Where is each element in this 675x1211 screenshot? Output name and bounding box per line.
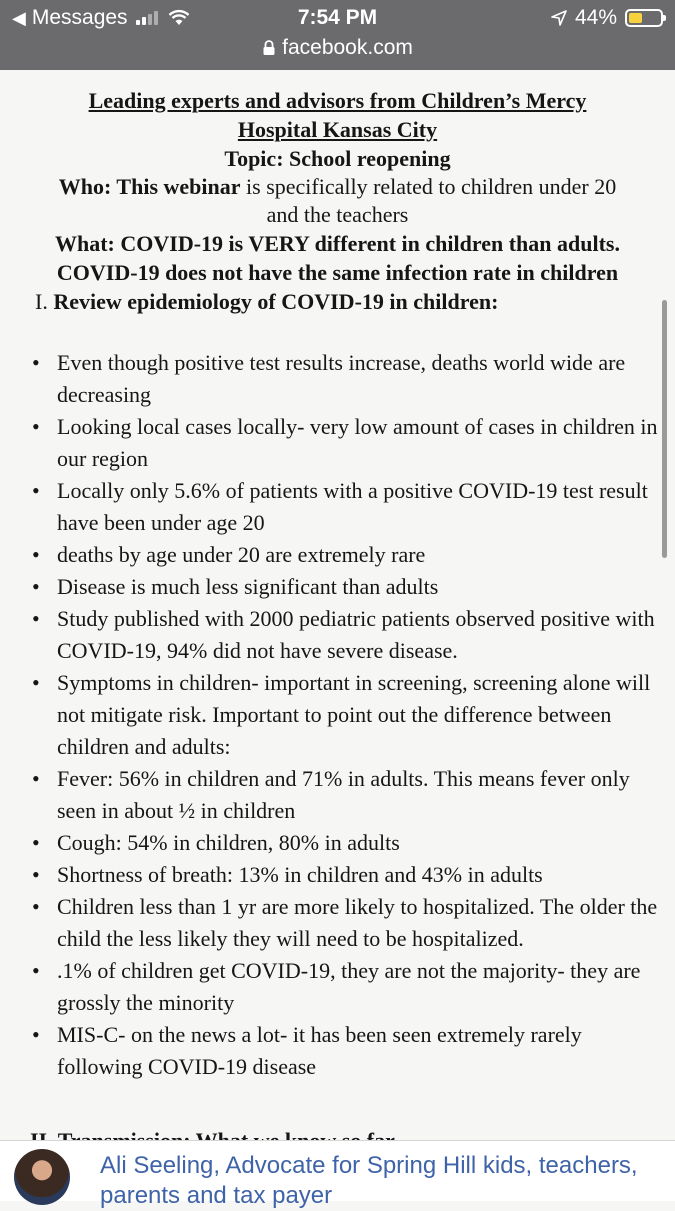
list-item: • Shortness of breath: 13% in children and 43% in adults (0, 859, 675, 891)
document-image (0, 70, 675, 1140)
list-item: • Cough: 54% in children, 80% in adults (0, 827, 675, 859)
location-arrow-icon (551, 10, 567, 26)
battery-percent: 44% (574, 6, 617, 29)
scrollbar[interactable] (662, 300, 667, 558)
battery-icon (625, 9, 663, 27)
status-right-group (551, 6, 663, 30)
section-title: Review epidemiology of COVID-19 in children: (53, 289, 499, 314)
list-item: • Study published with 2000 pediatric patients observed positive with COVID-19, 94% did not have severe disease. (0, 603, 675, 667)
post-author-link[interactable]: Ali Seeling, Advocate for Spring Hill kids, teachers, parents and tax payer (100, 1152, 638, 1209)
doc-who-text2: and the teachers (266, 202, 409, 227)
list-item: • MIS-C- on the news a lot- it has been seen extremely rarely following COVID-19 disease (0, 1019, 675, 1083)
doc-who-label: Who: This webinar (58, 174, 241, 199)
avatar[interactable] (14, 1149, 70, 1205)
url-domain: facebook.com (282, 36, 413, 59)
next-section-heading-cut (30, 1127, 395, 1139)
list-item: • Looking local cases locally- very low amount of cases in children in our region (0, 411, 675, 475)
list-item: • Children less than 1 yr are more likely to hospitalized. The older the child the less likely they will need to be hospitalized. (0, 891, 675, 955)
list-item: • Locally only 5.6% of patients with a positive COVID-19 test result have been under age 20 (0, 475, 675, 539)
status-time: 7:54 PM (297, 6, 378, 29)
section-number: I. (35, 289, 48, 314)
list-item: • deaths by age under 20 are extremely rare (0, 539, 675, 571)
browser-top-bar (0, 0, 675, 70)
list-item: • .1% of children get COVID-19, they are not the majority- they are grossly the minority (0, 955, 675, 1019)
doc-what-line2: COVID-19 does not have the same infection rate in children (56, 260, 619, 285)
doc-who (0, 173, 675, 201)
doc-heading-line2: Hospital Kansas City (237, 117, 438, 142)
list-item: • Disease is much less significant than adults (0, 571, 675, 603)
doc-who-text: is specifically related to children under 20 (240, 174, 617, 199)
lock-icon (262, 40, 276, 56)
back-app-label: Messages (31, 6, 128, 29)
doc-section-heading (35, 287, 675, 317)
doc-what-line1: What: COVID-19 is VERY different in children than adults. (55, 231, 620, 256)
doc-heading-line1: Leading experts and advisors from Children’s Mercy (88, 88, 587, 113)
url-bar[interactable] (0, 36, 675, 60)
post-author-bar[interactable] (0, 1140, 675, 1209)
doc-topic: Topic: School reopening (224, 146, 451, 171)
bullet-list (0, 347, 675, 1083)
back-chevron-icon: ◀ (12, 7, 26, 28)
list-item: • Fever: 56% in children and 71% in adults. This means fever only seen in about ½ in children (0, 763, 675, 827)
list-item: • Even though positive test results increase, deaths world wide are decreasing (0, 347, 675, 411)
list-item: • Symptoms in children- important in screening, screening alone will not mitigate risk. Important to point out the difference between children and adults: (0, 667, 675, 763)
